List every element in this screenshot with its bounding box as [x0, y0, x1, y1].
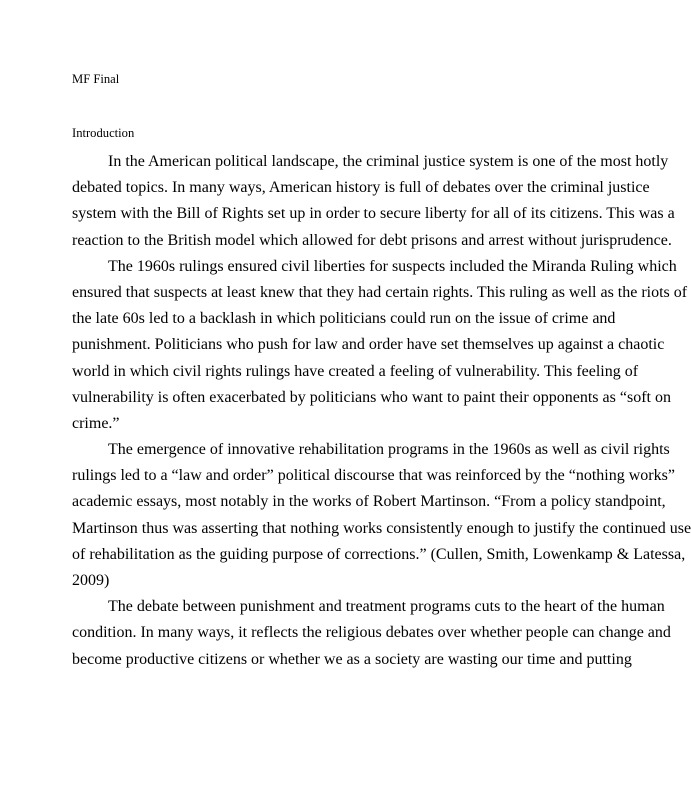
- text-line: condition. In many ways, it reflects the religious debates over whether people can change and: [72, 624, 671, 642]
- paragraph-1: [72, 153, 675, 258]
- document-body: [72, 153, 691, 677]
- text-line: The emergence of innovative rehabilitation programs in the 1960s as well as civil rights: [108, 441, 670, 459]
- text-line: of rehabilitation as the guiding purpose of corrections.” (Cullen, Smith, Lowenkamp & Latessa,: [72, 545, 686, 563]
- text-line: reaction to the British model which allowed for debt prisons and arrest without jurisprudence.: [72, 231, 672, 249]
- text-line: 2009): [72, 572, 110, 589]
- text-line: The debate between punishment and treatment programs cuts to the heart of the human: [108, 598, 665, 616]
- text-line: rulings led to a “law and order” political discourse that was reinforced by the “nothing works”: [72, 467, 675, 485]
- text-line: the late 60s led to a backlash in which politicians could run on the issue of crime and: [72, 310, 616, 328]
- paragraph-3: [72, 441, 691, 598]
- text-line: punishment. Politicians who push for law and order have set themselves up against a chaotic: [72, 336, 665, 354]
- text-line: The 1960s rulings ensured civil liberties for suspects included the Miranda Ruling which: [108, 257, 677, 275]
- paragraph-4: [72, 598, 671, 677]
- text-line: system with the Bill of Rights set up in order to secure liberty for all of its citizens. This was a: [72, 205, 675, 223]
- paragraph-2: [72, 257, 688, 441]
- text-line: become productive citizens or whether we as a society are wasting our time and putting: [72, 650, 632, 668]
- text-line: world in which civil rights rulings have created a feeling of vulnerability. This feeling of: [72, 362, 639, 380]
- document-title: MF Final: [72, 72, 120, 86]
- text-line: In the American political landscape, the criminal justice system is one of the most hotly: [108, 153, 669, 170]
- text-line: academic essays, most notably in the works of Robert Martinson. “From a policy standpoint,: [72, 493, 666, 511]
- text-line: Martinson thus was asserting that nothing works consistently enough to justify the continued use: [72, 519, 691, 537]
- text-line: debated topics. In many ways, American history is full of debates over the criminal justice: [72, 179, 650, 197]
- section-heading: Introduction: [72, 126, 135, 140]
- text-line: crime.”: [72, 414, 120, 432]
- text-line: vulnerability is often exacerbated by politicians who want to paint their opponents as “soft on: [72, 388, 671, 406]
- text-line: ensured that suspects at least knew that they had certain rights. This ruling as well as the riots of: [72, 283, 688, 301]
